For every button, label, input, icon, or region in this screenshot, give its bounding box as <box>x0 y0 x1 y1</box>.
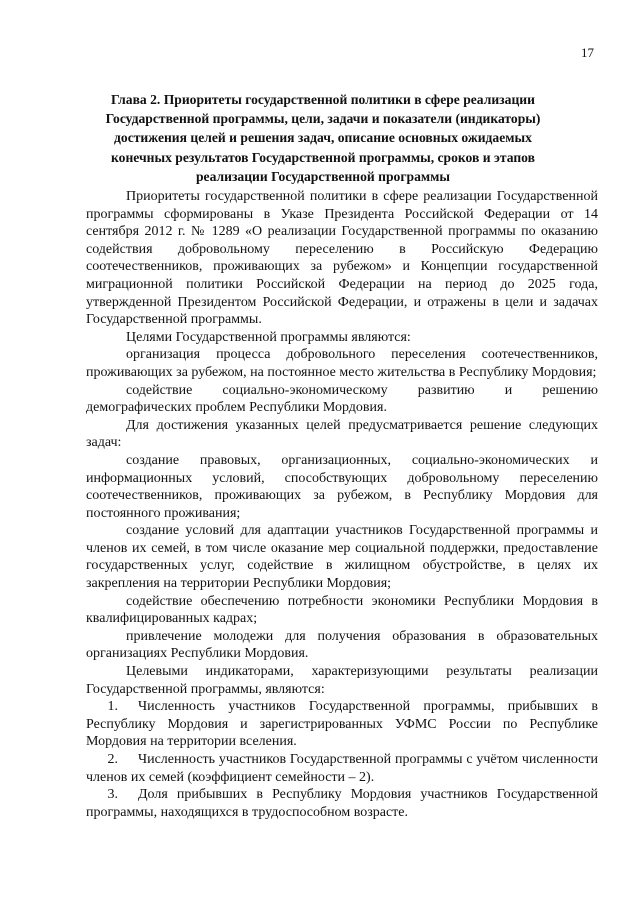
indicator-item <box>86 751 598 786</box>
paragraph: создание условий для адаптации участников Государственной программы и членов их семей, в том числе оказание мер социальной поддержки, предоставление государственных услуг, содействие в жилищном обустройстве, в целях их закрепления на территории Республики Мордовия; <box>86 523 598 592</box>
paragraph: организация процесса добровольного переселения соотечественников, проживающих за рубежом, на постоянное место жительства в Республику Мордовия; <box>86 347 598 380</box>
paragraph: создание правовых, организационных, социально-экономических и информационных условий, способствующих добровольному переселению соотечественников, проживающих за рубежом, в Республику Мордовия для постоянного проживания; <box>86 452 598 521</box>
indicator-number: 2. <box>107 752 118 767</box>
paragraph: Для достижения указанных целей предусматривается решение следующих задач: <box>86 417 598 451</box>
chapter-title: Глава 2. Приоритеты государственной политики в сфере реализации Государственной программы, цели, задачи и показатели (индикаторы) достижения целей и решения задач, описание основных ожидаемых конечных результатов Государственной программы, сроков и этапов реализации Государственной программы <box>105 92 541 184</box>
paragraph: Приоритеты государственной политики в сфере реализации Государственной программы сформированы в Указе Президента Российской Федерации от 14 сентября 2012 г. № 1289 «О реализации Государственной программы по оказанию содействия добровольному переселению в Российскую Федерацию соотечественников, проживающих за рубежом» и Концепции государственной миграционной политики Российской Федерации на период до 2025 года, утвержденной Президентом Российской Федерации, и отражены в цели и задачах Государственной программы. <box>86 189 598 328</box>
document-body <box>86 188 598 821</box>
paragraph: привлечение молодежи для получения образования в образовательных организациях Республики Мордовия. <box>86 628 598 662</box>
indicator-text: Численность участников Государственной программы, прибывших в Республику Мордовия и зарегистрированных УФМС России по Республике Мордовия на территории вселения. <box>86 699 598 750</box>
paragraph: Целями Государственной программы являются: <box>126 329 411 345</box>
indicator-text: Численность участников Государственной программы с учётом численности членов их семей (коэффициент семейности – 2). <box>86 752 598 785</box>
page-number: 17 <box>581 45 594 60</box>
paragraph: содействие обеспечению потребности экономики Республики Мордовия в квалифицированных кадрах; <box>86 593 598 627</box>
indicator-number: 3. <box>107 787 118 803</box>
indicator-number: 1. <box>107 699 118 715</box>
indicator-item <box>86 698 598 751</box>
paragraph: Целевыми индикаторами, характеризующими результаты реализации Государственной программы, являются: <box>86 664 598 697</box>
indicator-text: Доля прибывших в Республику Мордовия участников Государственной программы, находящихся в трудоспособном возрасте. <box>86 787 598 820</box>
indicator-item <box>86 786 598 821</box>
paragraph: содействие социально-экономическому развитию и решению демографических проблем Республики Мордовия. <box>86 382 598 416</box>
